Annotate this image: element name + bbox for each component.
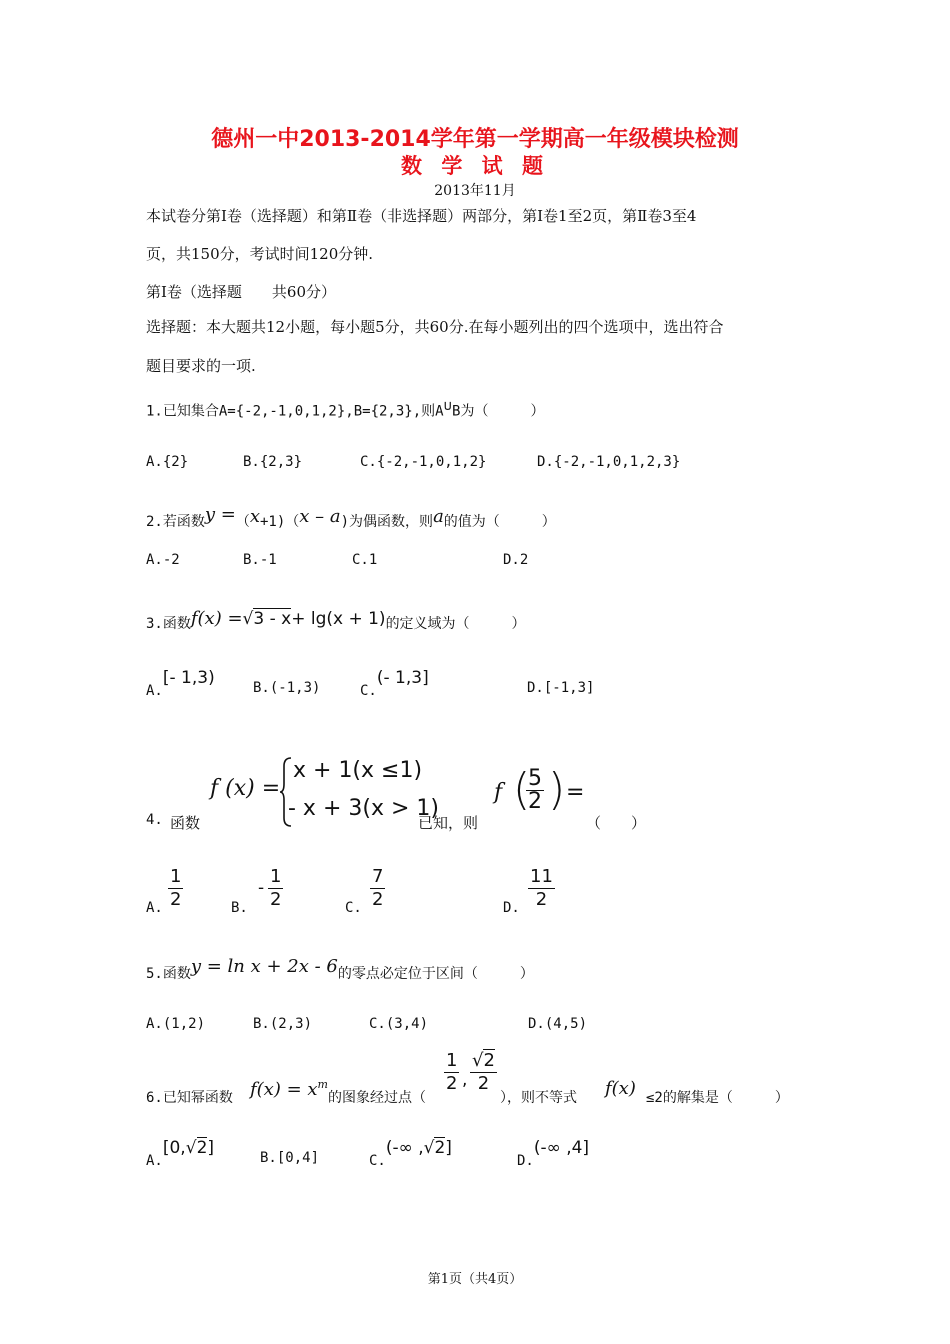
q1-option-d: D.{-2,-1,0,1,2,3} xyxy=(537,454,681,470)
q4-option-d-label: D. xyxy=(503,900,520,916)
q4-prefix: 函数 xyxy=(170,814,201,832)
q4-case-1: x + 1(x ≤1) xyxy=(293,758,423,783)
q4-paren-left: ( xyxy=(513,764,531,815)
q2-option-d: D.2 xyxy=(503,552,529,568)
q6-point-x: $\frac{1}{2}$ xyxy=(446,1050,458,1094)
q1-option-b: B.{2,3} xyxy=(243,454,303,470)
q1-option-a: A.{2} xyxy=(146,454,189,470)
section-heading: 第Ⅰ卷（选择题 共60分） xyxy=(146,283,337,301)
exam-date: 2013年11月 xyxy=(434,183,516,199)
q4-option-a-label: A. xyxy=(146,900,163,916)
q4-f: f xyxy=(494,780,503,805)
instruction-line-1: 选择题：本大题共12小题，每小题5分，共60分.在每小题列出的四个选项中，选出符合 xyxy=(146,318,724,336)
q4-arg-fraction: $\frac{5}{2}$ xyxy=(528,766,542,814)
q2-option-a: A.-2 xyxy=(146,552,180,568)
exam-title: 德州一中2013-2014学年第一学期高一年级模块检测 xyxy=(211,127,739,152)
q4-option-d: $\frac{11}{2}$ xyxy=(530,866,553,910)
q1-option-c: C.{-2,-1,0,1,2} xyxy=(360,454,487,470)
q5-option-b: B.(2,3) xyxy=(253,1016,313,1032)
q4-function-lhs: f (x) = xyxy=(210,776,281,801)
q4-equals: = xyxy=(566,780,585,805)
q4-middle-text: 已知，则 xyxy=(418,814,479,832)
intro-line-1: 本试卷分第Ⅰ卷（选择题）和第Ⅱ卷（非选择题）两部分，第Ⅰ卷1至2页，第Ⅱ卷3至4 xyxy=(146,207,697,225)
q6-option-d: D.(-∞ ,4] xyxy=(517,1138,590,1169)
q5-option-a: A.(1,2) xyxy=(146,1016,206,1032)
q6-option-b: B.[0,4] xyxy=(260,1150,320,1166)
q3-option-b: B.(-1,3) xyxy=(253,680,321,696)
q4-option-a: $\frac{1}{2}$ xyxy=(170,866,182,910)
question-1-stem: 1.已知集合A={-2,-1,0,1,2},B={2,3},则A∪B为（ ） xyxy=(146,398,545,420)
intro-line-2: 页，共150分，考试时间120分钟. xyxy=(146,245,374,263)
q5-option-d: D.(4,5) xyxy=(528,1016,588,1032)
q2-option-b: B.-1 xyxy=(243,552,277,568)
q3-option-d: D.[-1,3] xyxy=(527,680,595,696)
q3-option-a: A.[- 1,3) xyxy=(146,668,215,699)
q4-option-b-sign: - xyxy=(258,878,265,898)
q6-middle-text-2: ），则不等式 xyxy=(500,1090,577,1106)
q6-post: ≤2的解集是（ ） xyxy=(646,1090,789,1106)
q6-fx: f(x) xyxy=(605,1078,636,1099)
union-symbol: ∪ xyxy=(443,398,453,414)
q4-bracket: （ ） xyxy=(586,814,647,832)
q5-option-c: C.(3,4) xyxy=(369,1016,429,1032)
q6-prefix: 6.已知幂函数 xyxy=(146,1090,233,1106)
q4-option-b-label: B. xyxy=(231,900,248,916)
q4-number: 4. xyxy=(146,812,163,828)
q4-option-c: $\frac{7}{2}$ xyxy=(372,866,384,910)
question-2-stem: 2.若函数y =（x+1)（x – a)为偶函数，则a的值为（ ） xyxy=(146,504,556,530)
question-5-stem: 5.函数y = ln x + 2x - 6的零点必定位于区间（ ） xyxy=(146,956,534,982)
q4-option-c-label: C. xyxy=(345,900,362,916)
q6-point-comma: , xyxy=(462,1070,468,1090)
q3-option-c: C.(- 1,3] xyxy=(360,668,429,699)
q6-point-y: $\frac{√2}{2}$ xyxy=(472,1050,495,1094)
instruction-line-2: 题目要求的一项. xyxy=(146,357,256,375)
q4-case-2: - x + 3(x > 1) xyxy=(288,796,439,821)
q6-option-c: C.(-∞ ,√2] xyxy=(369,1138,452,1169)
q6-function: $f(x) = x^m$ xyxy=(250,1078,328,1100)
q6-option-a: A.[0,√2] xyxy=(146,1138,215,1169)
q6-middle-text: 的图象经过点（ xyxy=(328,1090,426,1106)
question-3-stem: 3.函数f(x) =√3 - x+ lg(x + 1)的定义域为（ ） xyxy=(146,608,526,632)
q2-option-c: C.1 xyxy=(352,552,378,568)
q4-paren-right: ) xyxy=(548,764,566,815)
exam-subtitle: 数 学 试 题 xyxy=(401,154,549,178)
q4-option-b: $\frac{1}{2}$ xyxy=(270,866,282,910)
page-footer: 第1页（共4页） xyxy=(427,1272,523,1287)
